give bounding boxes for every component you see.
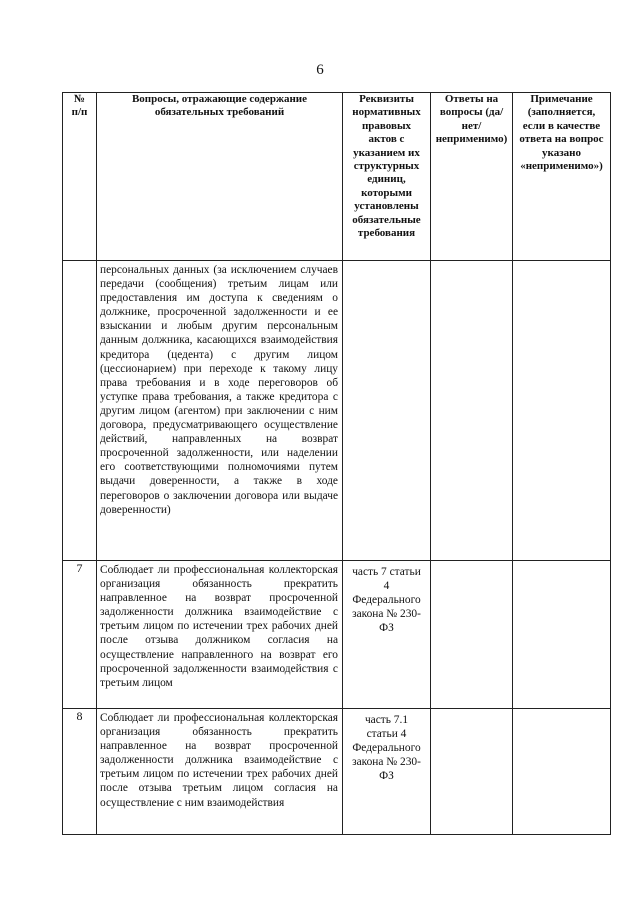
checklist-table [62, 92, 611, 835]
header-answers-text: Ответы на вопросы (да/нет/ неприменимо) [435, 93, 508, 146]
table-header-row [63, 93, 611, 261]
table-row [63, 261, 611, 561]
header-question-text: Вопросы, отражающие содержание обязательных требований [131, 93, 308, 119]
row-note [513, 261, 611, 561]
header-note-text: Примечание (заполняется, если в качестве ответа на вопрос указано «неприменимо») [519, 93, 604, 173]
header-requisites-text: Реквизиты нормативных правовых актов с указанием их структурных единиц, которыми установлены обязательные требования [352, 93, 421, 240]
header-number-text: № п/п [71, 93, 88, 119]
row-note [513, 561, 611, 709]
row-requisites [343, 561, 431, 709]
row-number: 7 [63, 561, 97, 709]
row-answer [431, 561, 513, 709]
header-answers [431, 93, 513, 261]
row-note [513, 709, 611, 835]
row-requisites [343, 709, 431, 835]
header-note [513, 93, 611, 261]
question-text: Соблюдает ли профессиональная коллекторская организация обязанность прекратить направленное на возврат просроченной задолженности должника взаимодействие с третьим лицом по истечении трех рабочих дней после отзыва должником согласия на осуществление направленного на возврат его просроченной задолженности взаимодействия с третьим лицом [100, 564, 338, 689]
page-number: 6 [316, 62, 324, 78]
row-number: 8 [63, 709, 97, 835]
header-requisites [343, 93, 431, 261]
header-number [63, 93, 97, 261]
row-requisites [343, 261, 431, 561]
row-answer [431, 709, 513, 835]
question-text: персональных данных (за исключением случаев передачи (сообщения) третьим лицам или предоставления им доступа к сведениям о должнике, просроченной задолженности и ее взыскании и любым другим персональным данным должника, касающихся взаимодействия кредитора (цедента) с другим лицом (цессионарием) при переходе к такому лицу права требования и в ходе переговоров об уступке права требования, а также кредитора с другим лицом (агентом) при заключении с ним договора, предусматривающего осуществление действий, направленных на возврат просроченной задолженности, или наделении его соответствующими полномочиями путем выдачи доверенности, а также в ходе переговоров о заключении договора или выдаче доверенности) [100, 264, 338, 516]
row-answer [431, 261, 513, 561]
header-question [97, 93, 343, 261]
row-question [97, 709, 343, 835]
row-question [97, 561, 343, 709]
table-row [63, 561, 611, 709]
requisites-text: часть 7.1 статьи 4 Федерального закона № 230-ФЗ [352, 714, 421, 783]
requisites-text: часть 7 статьи 4 Федерального закона № 230-ФЗ [352, 566, 421, 635]
row-question [97, 261, 343, 561]
row-number [63, 261, 97, 561]
question-text: Соблюдает ли профессиональная коллекторская организация обязанность прекратить направленное на возврат просроченной задолженности должника взаимодействие с третьим лицом по истечении трех рабочих дней после отзыва третьим лицом согласия на осуществление с ним взаимодействия [100, 712, 338, 809]
table-row [63, 709, 611, 835]
